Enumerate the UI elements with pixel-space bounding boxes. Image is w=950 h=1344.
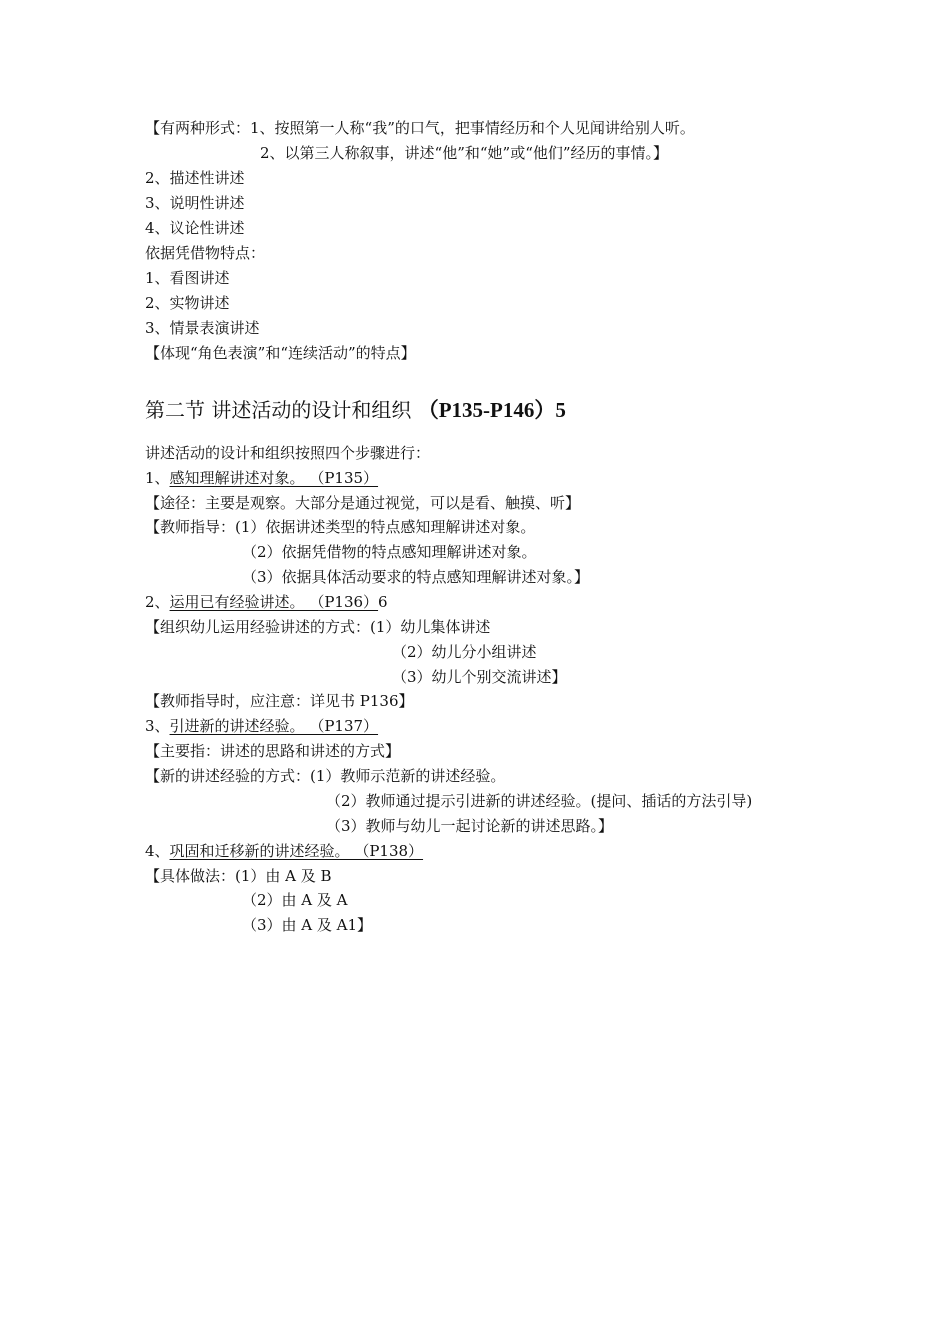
step-3-title: 引进新的讲述经验。 （P137） <box>169 717 379 735</box>
step-1-guide-1: 【教师指导：(1）依据讲述类型的特点感知理解讲述对象。 <box>145 518 536 536</box>
step-4-method-1: 【具体做法：(1）由 A 及 B <box>145 867 332 885</box>
step-4-method-3: （3）由 A 及 A1】 <box>242 916 373 934</box>
step-2-attention: 【教师指导时，应注意：详见书 P136】 <box>145 692 414 710</box>
type-item-2: 2、描述性讲述 <box>145 169 245 187</box>
step-2-title: 运用已有经验讲述。 （P136） <box>169 593 379 611</box>
step-4-method-2: （2）由 A 及 A <box>242 891 348 909</box>
step-1-guide-3: （3）依据具体活动要求的特点感知理解讲述对象。】 <box>242 568 590 586</box>
prop-item-3: 3、情景表演讲述 <box>145 319 260 337</box>
step-3-ways-2: （2）教师通过提示引进新的讲述经验。(提问、插话的方法引导) <box>326 792 753 810</box>
step-2-ways-1: 【组织幼儿运用经验讲述的方式：(1）幼儿集体讲述 <box>145 618 491 636</box>
step-2-heading <box>145 592 388 612</box>
prop-item-1: 1、看图讲述 <box>145 269 230 287</box>
step-2-number: 2、 <box>145 593 170 611</box>
step-3-main: 【主要指：讲述的思路和讲述的方式】 <box>145 742 401 760</box>
type-item-4: 4、议论性讲述 <box>145 219 245 237</box>
step-1-title: 感知理解讲述对象。 （P135） <box>169 469 379 487</box>
section-heading <box>145 396 566 424</box>
step-1-guide-2: （2）依据凭借物的特点感知理解讲述对象。 <box>242 543 537 561</box>
step-4-number: 4、 <box>145 842 170 860</box>
step-1-route: 【途径：主要是观察。大部分是通过视觉，可以是看、触摸、听】 <box>145 494 581 512</box>
step-4-heading <box>145 841 423 861</box>
step-2-ways-3: （3）幼儿个别交流讲述】 <box>392 668 567 686</box>
step-1-heading <box>145 468 378 488</box>
forms-line-2: 2、以第三人称叙事，讲述“他”和“她”或“他们”经历的事情。】 <box>260 144 669 162</box>
section-title: 第二节 讲述活动的设计和组织 <box>145 398 418 422</box>
prop-item-2: 2、实物讲述 <box>145 294 230 312</box>
step-2-suffix: 6 <box>378 593 388 611</box>
step-3-ways-3: （3）教师与幼儿一起讨论新的讲述思路。】 <box>326 817 614 835</box>
step-3-heading <box>145 716 378 736</box>
step-3-ways-1: 【新的讲述经验的方式：(1）教师示范新的讲述经验。 <box>145 767 506 785</box>
section-intro: 讲述活动的设计和组织按照四个步骤进行： <box>145 444 431 462</box>
step-1-number: 1、 <box>145 469 170 487</box>
section-pages: （P135-P146）5 <box>417 398 566 422</box>
step-3-number: 3、 <box>145 717 170 735</box>
props-note: 【体现“角色表演”和“连续活动”的特点】 <box>145 344 416 362</box>
step-4-title: 巩固和迁移新的讲述经验。 （P138） <box>169 842 424 860</box>
type-item-3: 3、说明性讲述 <box>145 194 245 212</box>
forms-line-1: 【有两种形式：1、按照第一人称“我”的口气，把事情经历和个人见闻讲给别人听。 <box>145 119 695 137</box>
props-heading: 依据凭借物特点： <box>145 244 266 262</box>
step-2-ways-2: （2）幼儿分小组讲述 <box>392 643 537 661</box>
